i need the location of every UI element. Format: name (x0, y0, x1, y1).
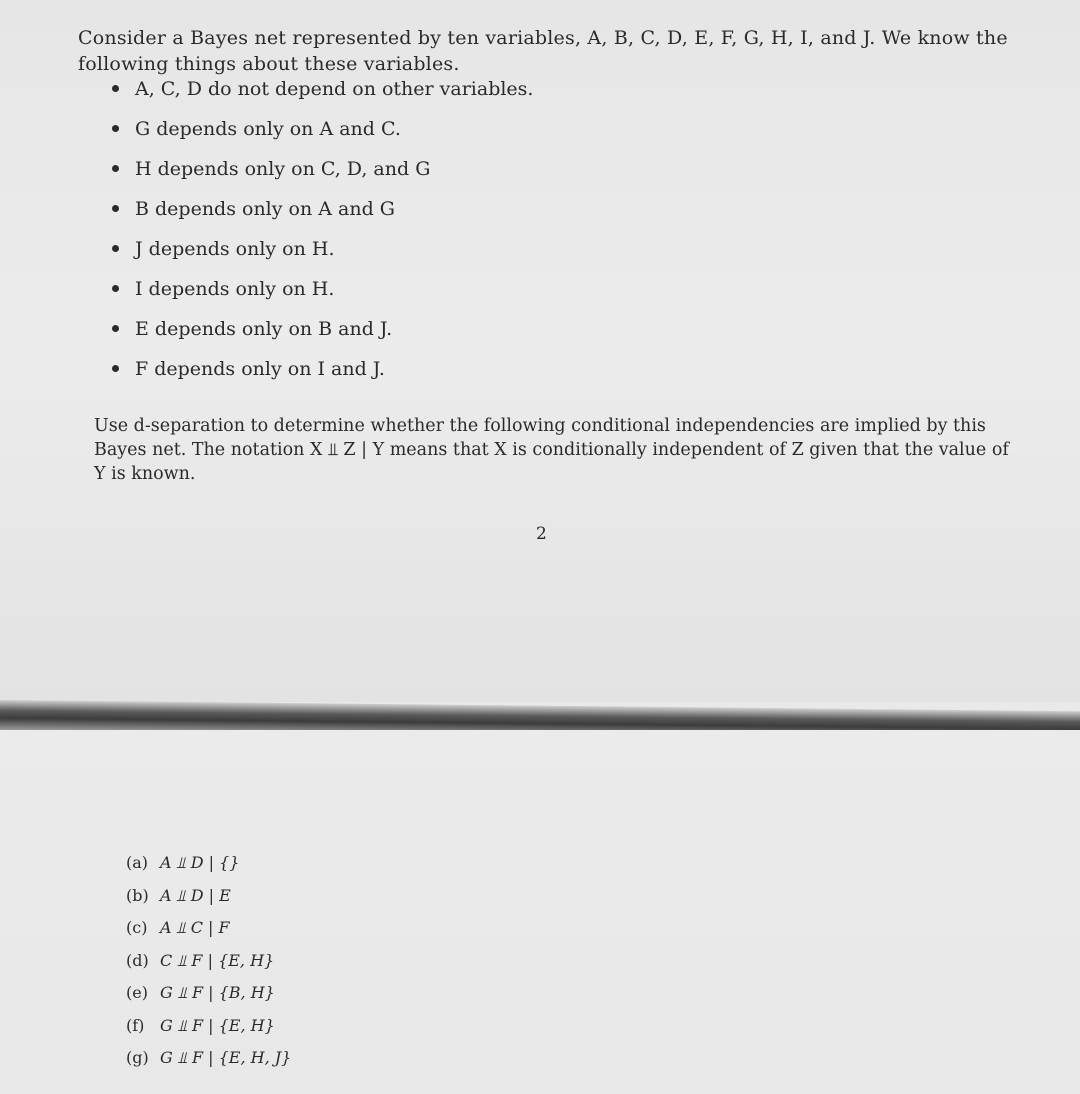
question-label: (c) (126, 918, 148, 937)
dependency-item: I depends only on H. (112, 276, 533, 316)
bullet-icon (112, 245, 119, 252)
question-label: (e) (126, 983, 148, 1002)
question-list (126, 852, 291, 1080)
question-label: (b) (126, 885, 149, 905)
bullet-icon (112, 285, 119, 292)
bullet-icon (112, 85, 119, 92)
bullet-icon (112, 125, 119, 132)
dependency-item: B depends only on A and G (112, 196, 533, 236)
dependency-item: E depends only on B and J. (112, 316, 533, 356)
question-expression: A ⫫ C | F (160, 918, 230, 937)
question-item (126, 852, 291, 885)
question-label: (f) (126, 1015, 145, 1035)
dependency-item: F depends only on I and J. (112, 356, 533, 396)
question-label: (a) (126, 853, 149, 872)
page-number: 2 (536, 524, 547, 544)
d-separation-instructions: Use d-separation to determine whether the following conditional independencies are implied by this Bayes net. The notation X ⫫ Z | Y means that X is conditionally independent of Z given that the value of Y is known. (94, 415, 1009, 484)
bullet-icon (112, 325, 119, 332)
question-item (126, 1015, 291, 1048)
question-expression: G ⫫ F | {E, H, J} (160, 1048, 292, 1067)
question-item (126, 1047, 291, 1080)
question-expression: G ⫫ F | {E, H} (160, 1015, 275, 1035)
bullet-icon (112, 365, 119, 372)
bullet-icon (112, 165, 119, 172)
question-label: (d) (126, 950, 149, 970)
question-expression: A ⫫ D | E (160, 885, 231, 905)
bullet-icon (112, 205, 119, 212)
dependency-item: A, C, D do not depend on other variables. (112, 76, 533, 116)
question-expression: G ⫫ F | {B, H} (160, 983, 275, 1002)
question-item (126, 950, 291, 983)
dependency-item: J depends only on H. (112, 236, 533, 276)
question-label: (g) (126, 1048, 149, 1067)
question-item (126, 917, 291, 950)
question-item (126, 885, 291, 918)
question-expression: A ⫫ D | {} (160, 853, 240, 872)
dependency-item: G depends only on A and C. (112, 116, 533, 156)
question-expression: C ⫫ F | {E, H} (160, 950, 275, 970)
question-item (126, 982, 291, 1015)
intro-paragraph: Consider a Bayes net represented by ten variables, A, B, C, D, E, F, G, H, I, and J. We know the following things about these variables. (78, 27, 1008, 75)
dependency-item: H depends only on C, D, and G (112, 156, 533, 196)
dependency-list (112, 76, 533, 396)
